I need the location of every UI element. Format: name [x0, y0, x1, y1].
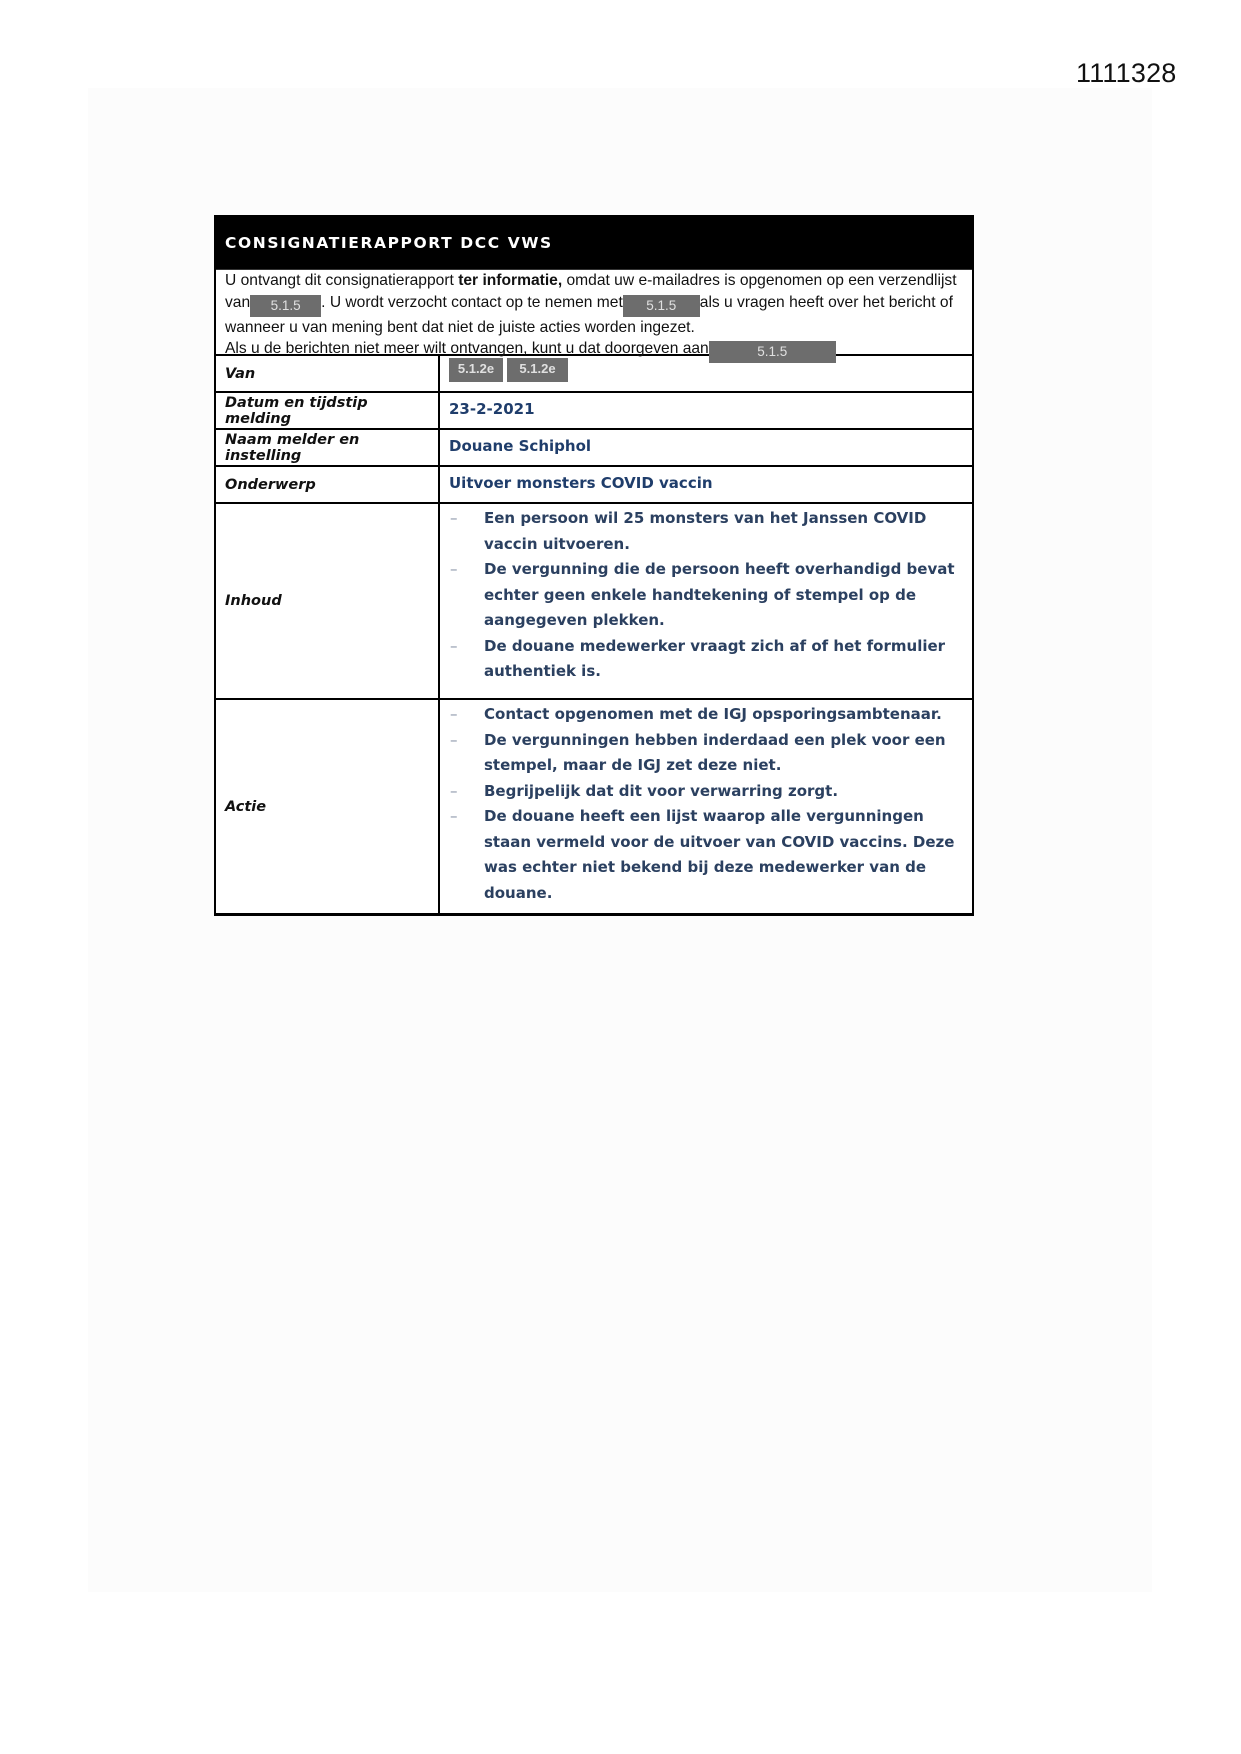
row-value [440, 356, 972, 391]
list-item-text: Contact opgenomen met de IGJ opsporingsambtenaar. [484, 705, 942, 723]
redaction-box: 5.1.2e [507, 358, 568, 382]
row-inhoud [216, 502, 972, 698]
redaction-box: 5.1.5 [709, 341, 836, 363]
row-naam [216, 428, 972, 465]
list-item-text: Een persoon wil 25 monsters van het Janssen COVID vaccin uitvoeren. [484, 509, 927, 553]
row-value [440, 700, 972, 913]
intro-text-3: . U wordt verzocht contact op te nemen met [321, 293, 623, 311]
row-label: Inhoud [216, 504, 440, 698]
row-actie [216, 698, 972, 913]
row-label: Onderwerp [216, 467, 440, 502]
list-item [449, 804, 962, 906]
intro-text-5: Als u de berichten niet meer wilt ontvangen, kunt u dat doorgeven aan [225, 340, 709, 357]
list-item-text: De douane medewerker vraagt zich af of het formulier authentiek is. [484, 636, 946, 680]
intro-paragraph [216, 269, 972, 359]
consignment-report-table [214, 215, 974, 916]
list-item-text: Begrijpelijk dat dit voor verwarring zorgt. [484, 781, 839, 800]
document-id: 1111328 [1076, 58, 1177, 88]
dash-bullet-icon: – [450, 807, 458, 825]
row-label: Van [216, 356, 440, 391]
dash-bullet-icon: – [450, 509, 458, 527]
row-label: Datum en tijdstip melding [216, 393, 440, 428]
intro-text-1: U ontvangt dit consignatierapport [225, 272, 459, 289]
report-title-bar [216, 217, 972, 269]
report-title: CONSIGNATIERAPPORT DCC VWS [225, 234, 553, 252]
row-label: Actie [216, 700, 440, 913]
row-value: Uitvoer monsters COVID vaccin [449, 474, 713, 492]
list-item [449, 506, 962, 557]
row-datum [216, 391, 972, 428]
row-value: Douane Schiphol [449, 437, 592, 455]
list-item [449, 634, 962, 685]
intro-text-2: omdat uw e-mailadres is opgenomen op een verzendlijst van [225, 272, 957, 311]
dash-bullet-icon: – [450, 730, 458, 749]
list-item-text: De douane heeft een lijst waarop alle vergunningen staan vermeld voor de uitvoer van COVID vaccins. Deze was echter niet bekend bij deze medewerker van de douane. [484, 807, 955, 902]
list-item-text: De vergunning die de persoon heeft overhandigd bevat echter geen enkele handtekening of stempel op de aangegeven plekken. [484, 560, 955, 629]
list-item-text: De vergunningen hebben inderdaad een plek voor een stempel, maar de IGJ zet deze niet. [484, 730, 946, 774]
row-van [216, 354, 972, 391]
list-item [449, 728, 962, 779]
row-value: 23-2-2021 [449, 400, 535, 418]
row-value [440, 504, 972, 698]
row-label: Naam melder en instelling [216, 430, 440, 465]
redaction-box: 5.1.2e [449, 358, 503, 382]
row-onderwerp [216, 465, 972, 502]
redaction-box: 5.1.5 [250, 295, 321, 317]
dash-bullet-icon: – [450, 705, 458, 723]
list-item [449, 702, 962, 728]
list-item [449, 557, 962, 634]
redaction-box: 5.1.5 [623, 295, 700, 317]
list-item [449, 779, 962, 805]
intro-text-4: als u vragen heeft over het bericht of wanneer u van mening bent dat niet de juiste acties worden ingezet. [225, 293, 953, 336]
dash-bullet-icon: – [450, 636, 458, 655]
dash-bullet-icon: – [450, 781, 458, 800]
dash-bullet-icon: – [450, 560, 458, 578]
intro-bold-text: ter informatie, [458, 272, 563, 289]
